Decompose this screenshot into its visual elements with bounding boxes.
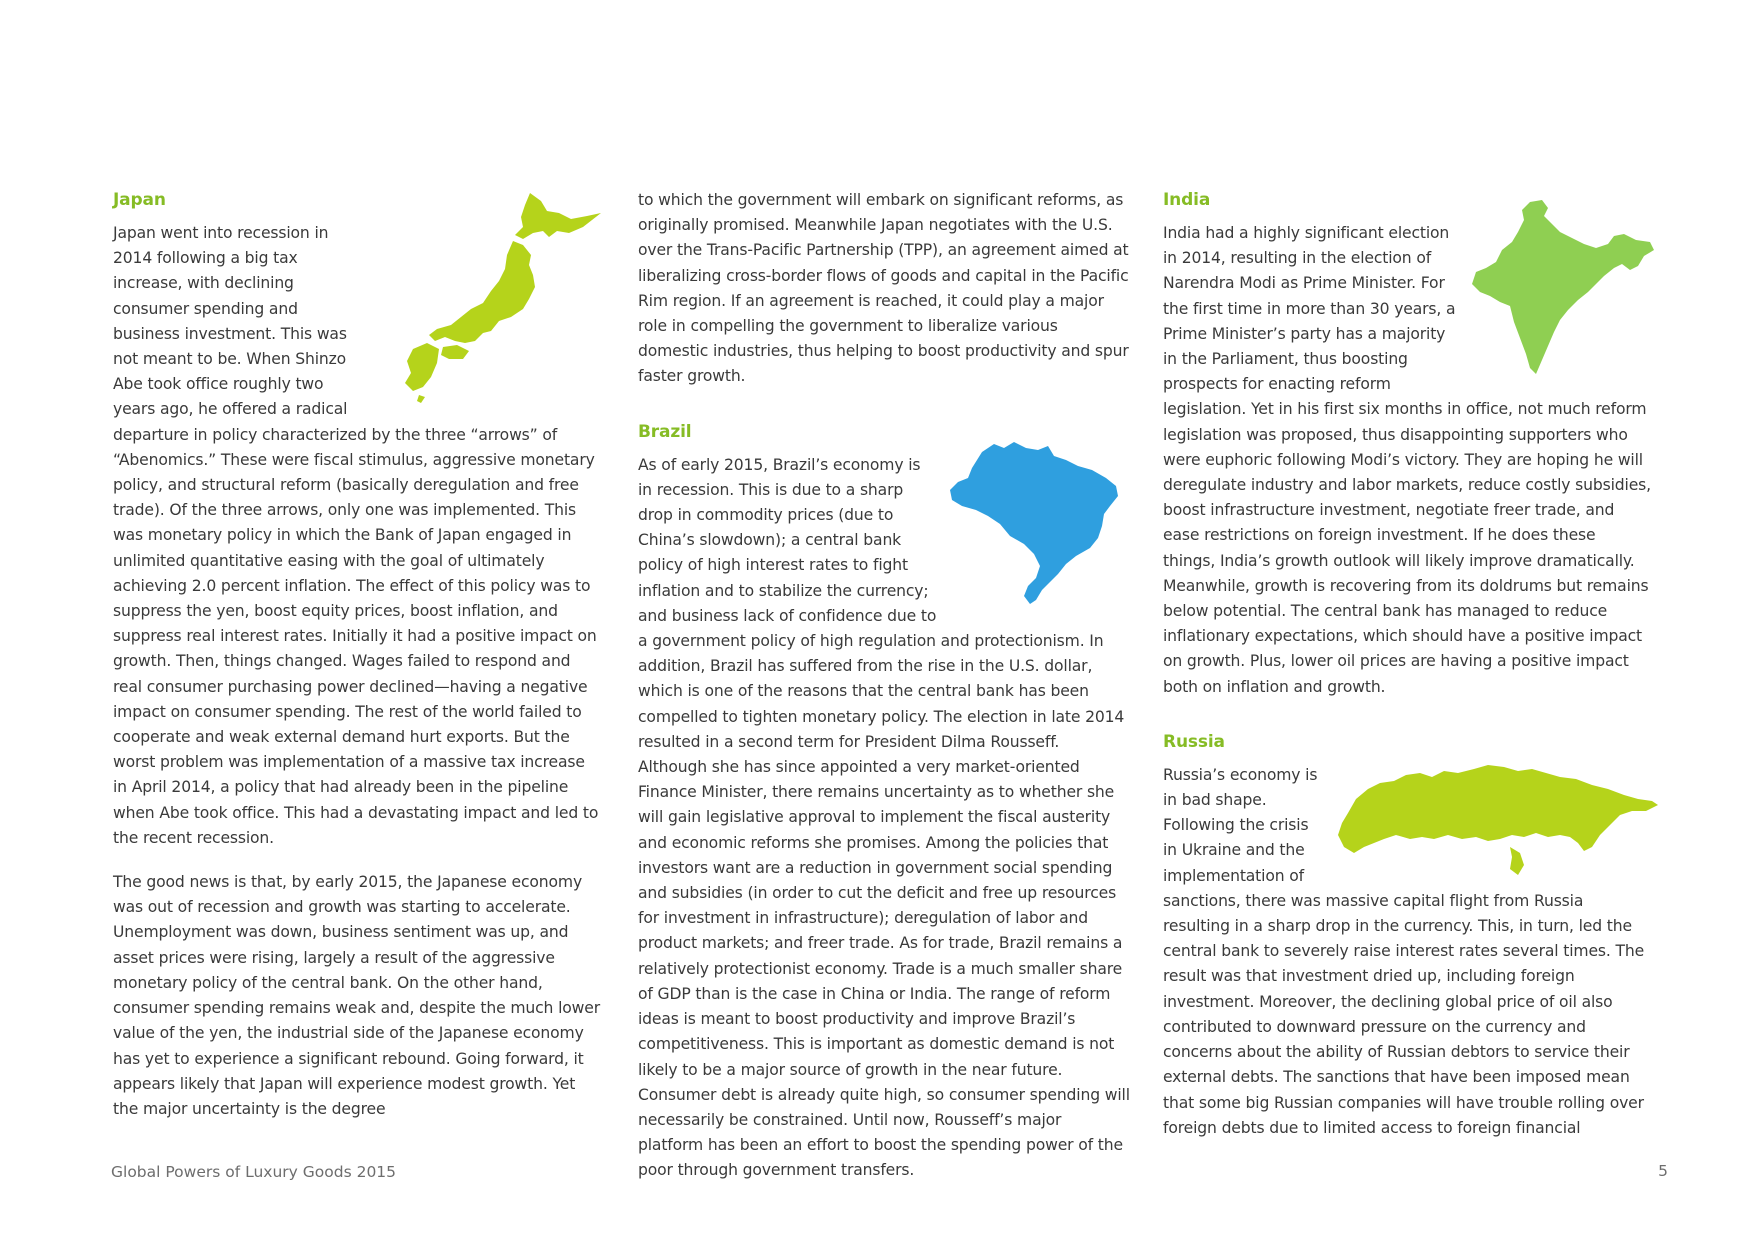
japan-paragraph-2: The good news is that, by early 2015, the Japanese economy was out of recession and growth was starting to accelerate. Unemployment was down, business sentiment was up, and asset prices were rising, largely a result of the aggressive monetary policy of the central bank. On the other hand, consumer spending remains weak and, despite the much lower value of the yen, the industrial side of the Japanese economy has yet to experience a significant rebound. Going forward, it appears likely that Japan will experience modest growth. Yet the major uncertainty is the degree bbox=[113, 873, 600, 1118]
japan-heading: Japan bbox=[113, 190, 166, 210]
column-right bbox=[1163, 188, 1652, 1141]
russia-paragraph-1: Russia’s economy is in bad shape. Following the crisis in Ukraine and the implementation of sanctions, there was massive capital flight from Russia resulting in a sharp drop in the currency. This, in turn, led the central bank to severely raise interest rates several times. The result was that investment dried up, including foreign investment. Moreover, the declining global price of oil also contributed to downward pressure on the currency and concerns about the ability of Russian debtors to service their external debts. The sanctions that have been imposed mean that some big Russian companies will have trouble rolling over foreign debts due to limited access to foreign financial bbox=[1163, 765, 1645, 1137]
japan-section bbox=[113, 188, 602, 1122]
brazil-map-icon bbox=[948, 440, 1126, 605]
india-paragraph-1: India had a highly significant election in 2014, resulting in the election of Narendra Modi as Prime Minister. For the first time in more than 30 years, a Prime Minister’s party has a majority in the Parliament, thus boosting prospects for enacting reform legislation. Yet in his first six months in office, not much reform legislation was proposed, thus disappointing supporters who were euphoric following Modi’s victory. They are hoping he will deregulate industry and labor markets, reduce costly subsidies, boost infrastructure investment, negotiate freer trade, and ease restrictions on foreign investment. If he does these things, India’s growth outlook will likely improve dramatically. Meanwhile, growth is recovering from its doldrums but remains below potential. The central bank has managed to reduce inflationary expectations, which should have a positive impact on growth. Plus, lower oil prices are having a positive impact both on inflation and growth. bbox=[1163, 224, 1651, 696]
japan-map-icon bbox=[373, 191, 613, 403]
russia-heading: Russia bbox=[1163, 731, 1225, 752]
brazil-paragraph-1: As of early 2015, Brazil’s economy is in recession. This is due to a sharp drop in commodity prices (due to China’s slowdown); a central bank policy of high interest rates to fight inflation and to stabilize the currency; and business lack of confidence due to a government policy of high regulation and protectionism. In addition, Brazil has suffered from the rise in the U.S. dollar, which is one of the reasons that the central bank has been compelled to tighten monetary policy. The election in late 2014 resulted in a second term for President Dilma Rousseff. Although she has since appointed a very market-oriented Finance Minister, there remains uncertainty as to whether she will gain legislative approval to implement the fiscal austerity and economic reforms she promises. Among the policies that investors want are a reduction in government social spending and subsidies (in order to cut the deficit and free up resources for investment in infrastructure); deregulation of labor and product markets; and freer trade. As for trade, Brazil remains a relatively protectionist economy. Trade is a much smaller share of GDP than is the case in China or India. The range of reform ideas is meant to boost productivity and improve Brazil’s competitiveness. This is important as domestic demand is not likely to be a major source of growth in the near future. Consumer debt is already quite high, so consumer spending will necessarily be constrained. Until now, Rousseff’s major platform has been an effort to boost the spending power of the poor through government transfers. bbox=[638, 455, 1130, 1180]
japan-paragraph-3: to which the government will embark on significant reforms, as originally promised. Meanwhile Japan negotiates with the U.S. over the Trans-Pacific Partnership (TPP), an agreement aimed at liberalizing cross-border flows of goods and capital in the Pacific Rim region. If an agreement is reached, it could play a major role in compelling the government to liberalize various domestic industries, thus helping to boost productivity and spur faster growth. bbox=[638, 191, 1129, 386]
india-map-icon bbox=[1468, 198, 1656, 376]
japan-paragraph-1: Japan went into recession in 2014 following a big tax increase, with declining consumer spending and business investment. This was not meant to be. When Shinzo Abe took office roughly two years ago, he offered a radical departure in policy characterized by the three “arrows” of “Abenomics.” These were fiscal stimulus, aggressive monetary policy, and structural reform (basically deregulation and free trade). Of the three arrows, only one was implemented. This was monetary policy in which the Bank of Japan engaged in unlimited quantitative easing with the goal of ultimately achieving 2.0 percent inflation. The effect of this policy was to suppress the yen, boost equity prices, boost inflation, and suppress real interest rates. Initially it had a positive impact on growth. Then, things changed. Wages failed to respond and real consumer purchasing power declined—having a negative impact on consumer spending. The rest of the world failed to cooperate and weak external demand hurt exports. But the worst problem was implementation of a massive tax increase in April 2014, a policy that had already been in the pipeline when Abe took office. This had a devastating impact and led to the recent recession. bbox=[113, 224, 599, 847]
footer-publication-title: Global Powers of Luxury Goods 2015 bbox=[111, 1163, 397, 1181]
russia-section bbox=[1163, 730, 1652, 1141]
column-middle bbox=[638, 188, 1130, 1184]
brazil-heading: Brazil bbox=[638, 421, 692, 442]
india-section bbox=[1163, 188, 1652, 700]
column-left bbox=[113, 188, 602, 1122]
brazil-section bbox=[638, 420, 1130, 1184]
russia-map-icon bbox=[1334, 755, 1658, 875]
india-heading: India bbox=[1163, 190, 1211, 210]
page-number: 5 bbox=[1658, 1162, 1668, 1180]
